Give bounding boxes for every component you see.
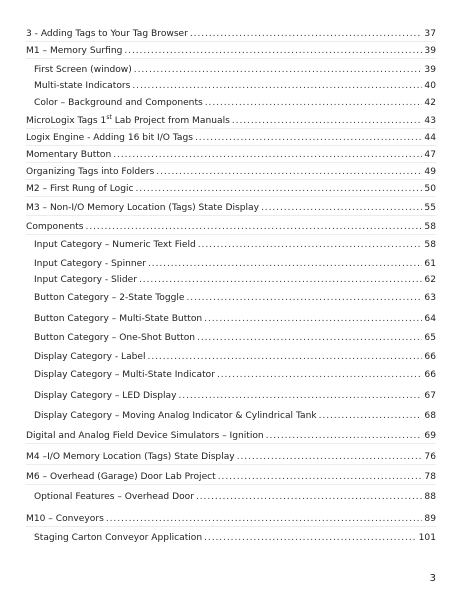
toc-subentry[interactable] [34,532,436,545]
toc-entry-title: Input Category - Spinner [34,259,146,269]
toc-leader-dots [156,166,422,178]
toc-leader-dots [266,430,423,442]
toc-entry-title: Staging Carton Conveyor Application [34,533,203,543]
toc-entry-title: Button Category – 2-State Toggle [34,293,185,303]
toc-entry-page: 37 [424,29,436,39]
toc-entry[interactable] [26,132,436,146]
toc-subentry[interactable] [34,239,436,252]
toc-entry-title: Display Category - Label [34,352,146,362]
toc-entry-page: 78 [424,472,436,482]
toc-entry-title: M2 – First Rung of Logic [26,184,134,194]
toc-entry-page: 66 [424,352,436,362]
toc-leader-dots [124,45,422,57]
toc-entry-title: Display Category – LED Display [34,391,177,401]
toc-entry-title: Logix Engine - Adding 16 bit I/O Tags [26,133,193,143]
toc-entry-title: Optional Features – Overhead Door [34,492,194,502]
toc-entry[interactable] [26,221,436,235]
toc-entry[interactable] [26,202,436,216]
toc-entry-page: 58 [424,222,436,232]
toc-entry-page: 101 [418,533,436,543]
toc-subentry[interactable] [34,313,436,326]
toc-entry-title: Button Category – Multi-State Button [34,314,203,324]
toc-leader-dots [113,149,422,161]
toc-entry-page: 44 [424,133,436,143]
toc-entry-page: 76 [424,452,436,462]
toc-subentry[interactable] [34,491,436,504]
toc-subentry[interactable] [34,292,436,305]
toc-entry[interactable] [26,45,436,59]
toc-subentry[interactable] [34,369,436,382]
toc-leader-dots [197,332,422,344]
toc-leader-dots [136,183,423,195]
toc-entry[interactable] [26,430,436,444]
toc-entry[interactable] [26,115,436,129]
toc-leader-dots [319,410,423,422]
toc-entry[interactable] [26,149,436,163]
toc-entry-title: Display Category – Moving Analog Indicator & Cylindrical Tank [34,411,317,421]
toc-entry[interactable] [26,28,436,42]
toc-entry-title: 3 - Adding Tags to Your Tag Browser [26,29,188,39]
toc-entry-title [26,115,230,127]
toc-leader-dots [190,28,423,40]
toc-leader-dots [204,532,417,544]
toc-entry-page: 68 [424,411,436,421]
toc-leader-dots [86,221,423,233]
toc-leader-dots [195,132,422,144]
toc-leader-dots [198,239,423,251]
toc-leader-dots [205,97,423,109]
toc-entry-page: 39 [424,65,436,75]
toc-entry-page: 88 [424,492,436,502]
toc-entry-title: Input Category - Slider [34,275,137,285]
toc-leader-dots [218,471,423,483]
toc-entry-page: 39 [424,46,436,56]
toc-subentry[interactable] [34,410,436,423]
toc-subentry[interactable] [34,332,436,345]
toc-entry-page: 62 [424,275,436,285]
toc-subentry[interactable] [34,274,436,287]
toc-leader-dots [217,369,422,381]
toc-entry-page: 63 [424,293,436,303]
toc-entry-title-start: MicroLogix Tags 1 [26,116,107,126]
toc-entry-page: 55 [424,203,436,213]
toc-entry-page: 67 [424,391,436,401]
toc-leader-dots [237,451,423,463]
toc-entry-page: 50 [424,184,436,194]
toc-leader-dots [148,351,423,363]
toc-entry-page: 69 [424,431,436,441]
toc-entry-title: Input Category – Numeric Text Field [34,240,196,250]
toc-leader-dots [187,292,423,304]
toc-subentry[interactable] [34,351,436,364]
toc-subentry[interactable] [34,64,436,77]
toc-leader-dots [196,491,422,503]
toc-entry-title: Components [26,222,84,232]
toc-leader-dots [148,258,422,270]
toc-entry-page: 58 [424,240,436,250]
toc-entry-title-end: Lab Project from Manuals [111,116,230,126]
toc-entry-page: 64 [424,314,436,324]
toc-entry-page: 49 [424,167,436,177]
toc-entry-page: 43 [424,116,436,126]
toc-entry-page: 42 [424,98,436,108]
toc-entry-title: Color – Background and Components [34,98,203,108]
toc-entry-page: 47 [424,150,436,160]
toc-entry[interactable] [26,451,436,465]
toc-entry-title: M1 – Memory Surfing [26,46,123,56]
toc-entry-title: Multi-state Indicators [34,81,131,91]
toc-entry-title: M10 – Conveyors [26,514,104,524]
toc-entry-title: M3 – Non-I/O Memory Location (Tags) State Display [26,203,259,213]
toc-entry-title: M4 –I/O Memory Location (Tags) State Display [26,452,235,462]
toc-entry-title: Organizing Tags into Folders [26,167,155,177]
toc-entry-page: 40 [424,81,436,91]
toc-entry-title: Button Category – One-Shot Button [34,333,196,343]
toc-leader-dots [132,80,422,92]
toc-leader-dots [261,202,422,214]
toc-leader-dots [204,313,422,325]
superscript: st [106,113,112,121]
toc-entry-page: 65 [424,333,436,343]
toc-leader-dots [179,390,423,402]
toc-entry[interactable] [26,513,436,527]
toc-entry[interactable] [26,166,436,180]
toc-subentry[interactable] [34,390,436,403]
toc-subentry[interactable] [34,97,436,110]
toc-entry-title: M6 – Overhead (Garage) Door Lab Project [26,472,216,482]
toc-leader-dots [106,513,423,525]
toc-entry-page: 66 [424,370,436,380]
toc-entry-page: 89 [424,514,436,524]
toc-subentry[interactable] [34,258,436,271]
toc-entry-title: Display Category – Multi-State Indicator [34,370,215,380]
toc-subentry[interactable] [34,80,436,93]
toc-entry-title: First Screen (window) [34,65,132,75]
toc-entry-page: 61 [424,259,436,269]
toc-leader-dots [134,64,423,76]
toc-entry-title: Momentary Button [26,150,112,160]
toc-leader-dots [232,115,423,127]
toc-entry[interactable] [26,183,436,197]
toc-entry[interactable] [26,471,436,485]
toc-entry-title: Digital and Analog Field Device Simulators – Ignition [26,431,264,441]
toc-leader-dots [139,274,422,286]
page-number: 3 [429,573,436,584]
